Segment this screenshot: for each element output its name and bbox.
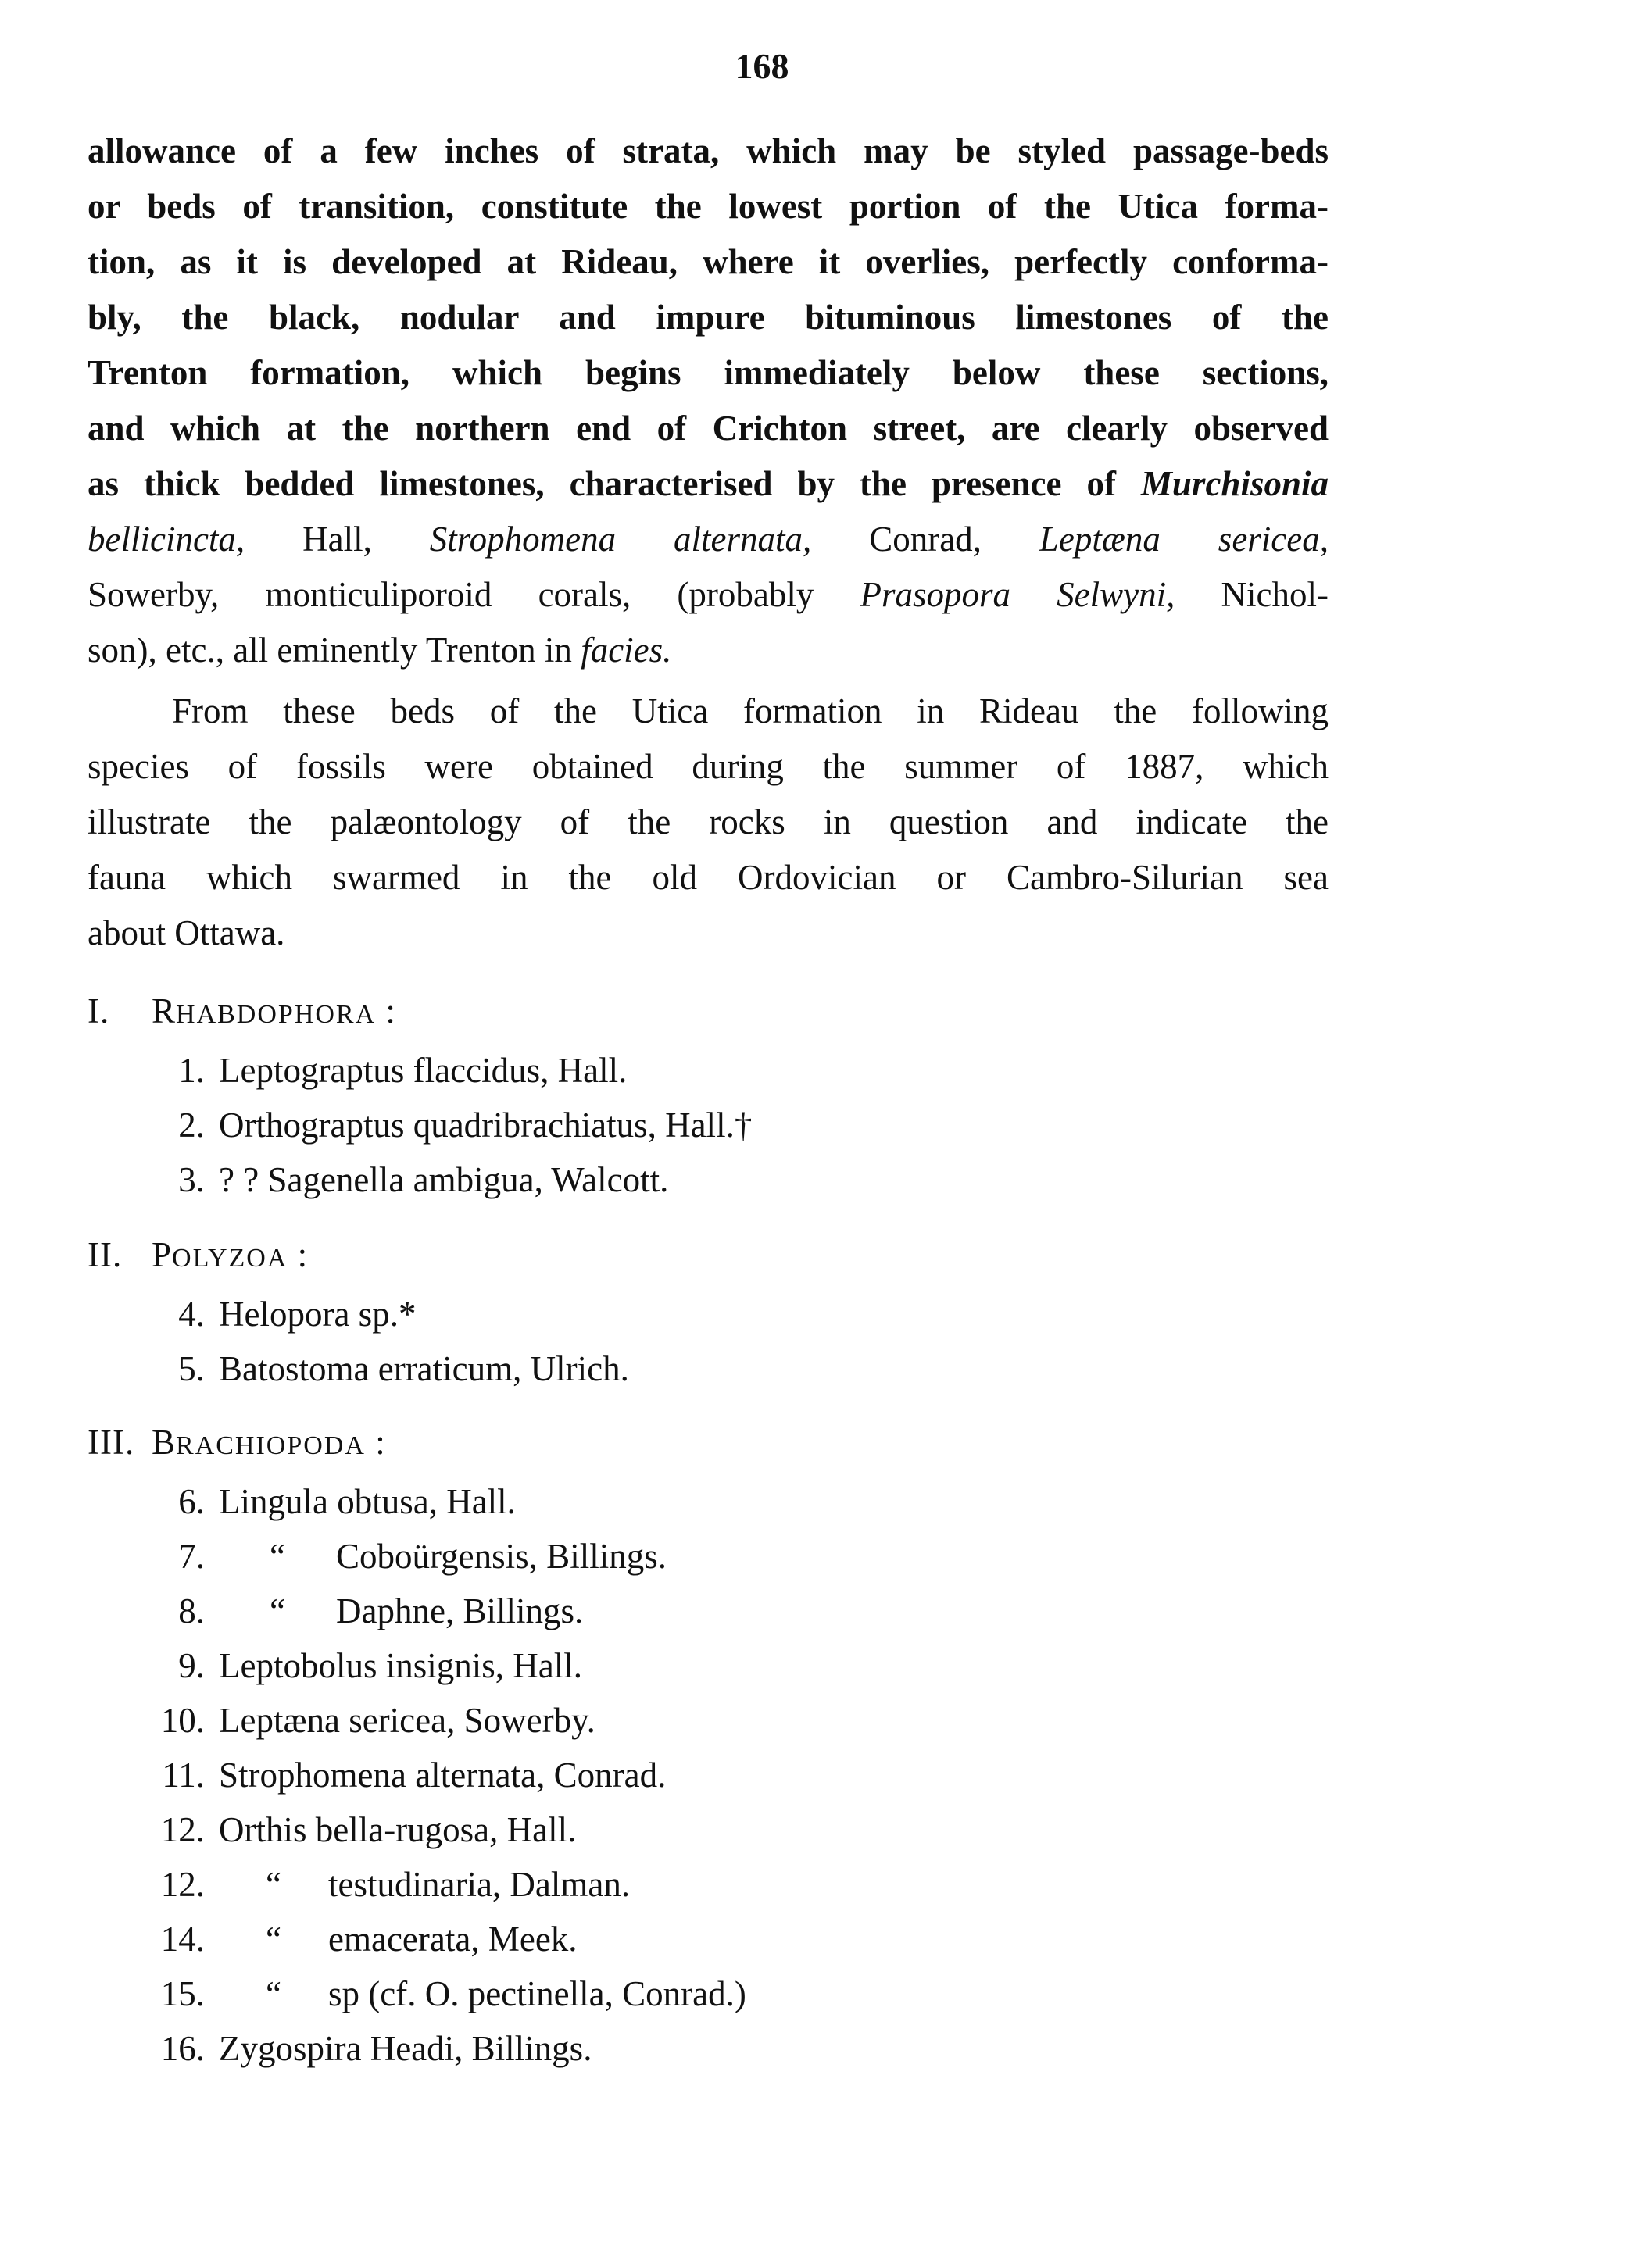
section-heading-brachiopoda: III. BRACHIOPODA : — [88, 1423, 386, 1462]
text-line: allowance of a few inches of strata, which may be styled passage-beds — [88, 131, 1329, 170]
text-line: From these beds of the Utica formation in Rideau the following — [172, 691, 1329, 730]
text-line: species of fossils were obtained during the summer of 1887, which — [88, 747, 1329, 786]
ditto-mark: “ — [266, 1865, 281, 1904]
text-line: Sowerby, monticuliporoid corals, (probably Prasopora Selwyni, Nichol- — [88, 575, 1329, 614]
text-line: Trenton formation, which begins immediately below these sections, — [88, 353, 1329, 392]
text-line: and which at the northern end of Crichton street, are clearly observed — [88, 409, 1329, 448]
text-line: illustrate the palæontology of the rocks in question and indicate the — [88, 802, 1329, 841]
ditto-mark: “ — [266, 1974, 281, 2013]
text-line: son), etc., all eminently Trenton in facies. — [88, 630, 672, 670]
ditto-mark: “ — [270, 1591, 285, 1630]
text-line: tion, as it is developed at Rideau, where it overlies, perfectly conforma- — [88, 242, 1329, 281]
ditto-mark: “ — [266, 1920, 281, 1959]
text-line: bellicincta, Hall, Strophomena alternata, Conrad, Leptæna sericea, — [88, 520, 1329, 559]
page-number: 168 — [735, 46, 789, 86]
text-line: fauna which swarmed in the old Ordovician or Cambro-Silurian sea — [88, 858, 1329, 897]
section-heading-rhabdophora: I. RHABDOPHORA : — [88, 991, 396, 1030]
paragraph-intro — [88, 123, 1329, 678]
section-heading-polyzoa: II. POLYZOA : — [88, 1235, 309, 1274]
paragraph-fossils — [88, 684, 1329, 961]
ditto-mark: “ — [270, 1537, 285, 1576]
text-line: bly, the black, nodular and impure bituminous limestones of the — [88, 298, 1329, 337]
text-line: as thick bedded limestones, characterised by the presence of Murchisonia — [88, 464, 1329, 503]
text-line: or beds of transition, constitute the lowest portion of the Utica forma- — [88, 187, 1329, 226]
text-line: about Ottawa. — [88, 913, 285, 952]
